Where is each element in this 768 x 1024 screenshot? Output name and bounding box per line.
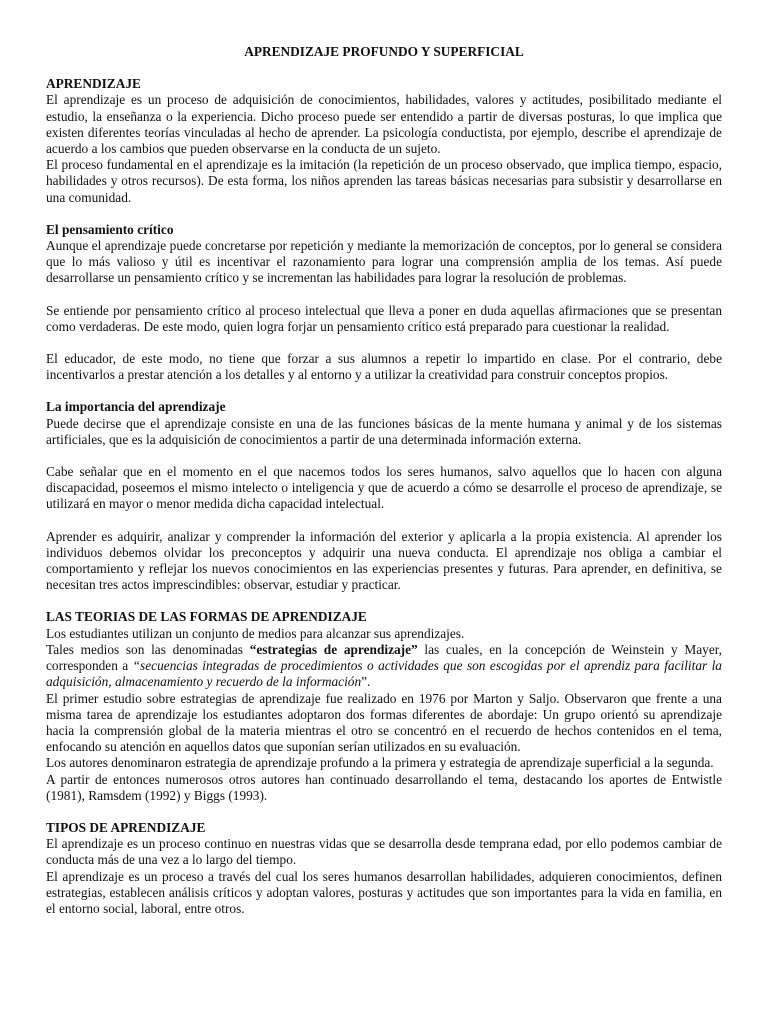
bold-term: “estrategias de aprendizaje” <box>249 641 418 657</box>
paragraph: Aunque el aprendizaje puede concretarse por repetición y mediante la memorización de conceptos, por lo general se considera que lo más valioso y útil es incentivar el razonamiento para lograr una comprensión amplia de los temas. Así puede desarrollarse un pensamiento crítico y se incrementan las habilidades para lograr la resolución de problemas. <box>46 238 722 286</box>
text-run: las cuales, en la concepción de Weinstein y Mayer, corresponden a <box>46 641 722 674</box>
section-heading-importancia: La importancia del aprendizaje <box>46 399 226 415</box>
paragraph: El aprendizaje es un proceso a través del cual los seres humanos desarrollan habilidades, adquieren conocimientos, definen estrategias, establecen análisis críticos y adoptan valores, posturas y actitudes que son importantes para la vida en familia, en el entorno social, laboral, entre otros. <box>46 868 722 916</box>
text-run: ”. <box>361 674 371 690</box>
section-heading-pensamiento-critico: El pensamiento crítico <box>46 221 174 237</box>
paragraph: Cabe señalar que en el momento en el que nacemos todos los seres humanos, salvo aquellos que lo hacen con alguna discapacidad, poseemos el mismo intelecto o inteligencia y que de acuerdo a cómo se desarrolle el proceso de aprendizaje, se utilizará en mayor o menor medida dicha capacidad intelectual. <box>46 464 722 512</box>
paragraph-estrategias <box>46 642 722 691</box>
paragraph: Aprender es adquirir, analizar y comprender la información del exterior y aplicarla a la propia existencia. Al aprender los individuos debemos olvidar los preconceptos y adquirir una nueva conducta. El aprendizaje nos obliga a cambiar el comportamiento y reflejar los nuevos conocimientos en las experiencias presentes y futuras. Para aprender, en definitiva, se necesitan tres actos imprescindibles: observar, estudiar y practicar. <box>46 528 722 593</box>
paragraph: El proceso fundamental en el aprendizaje es la imitación (la repetición de un proceso observado, que implica tiempo, espacio, habilidades y otros recursos). De esta forma, los niños aprenden las tareas básicas necesarias para subsistir y desarrollarse en una comunidad. <box>46 157 722 205</box>
paragraph: Los autores denominaron estrategia de aprendizaje profundo a la primera y estrategia de aprendizaje superficial a la segunda. <box>46 755 714 771</box>
paragraph: A partir de entonces numerosos otros autores han continuado desarrollando el tema, destacando los aportes de Entwistle (1981), Ramsdem (1992) y Biggs (1993). <box>46 771 722 803</box>
paragraph: Los estudiantes utilizan un conjunto de medios para alcanzar sus aprendizajes. <box>46 625 465 641</box>
italic-quote: “secuencias integradas de procedimientos o actividades que son escogidas por el aprendiz para facilitar la adquisición, almacenamiento y recuerdo de la información <box>46 658 722 690</box>
section-heading-tipos: TIPOS DE APRENDIZAJE <box>46 819 206 835</box>
paragraph: Se entiende por pensamiento crítico al proceso intelectual que lleva a poner en duda aquellas afirmaciones que se presentan como verdaderas. De este modo, quien logra forjar un pensamiento crítico está preparado para cuestionar la realidad. <box>46 302 722 334</box>
section-heading-teorias: LAS TEORIAS DE LAS FORMAS DE APRENDIZAJE <box>46 609 367 625</box>
paragraph: El educador, de este modo, no tiene que forzar a sus alumnos a repetir lo impartido en clase. Por el contrario, debe incentivarlos a prestar atención a los detalles y al entorno y a utilizar la creatividad para construir conceptos propios. <box>46 351 722 383</box>
text-run: Tales medios son las denominadas <box>46 641 250 657</box>
paragraph: El aprendizaje es un proceso de adquisición de conocimientos, habilidades, valores y actitudes, posibilitado mediante el estudio, la enseñanza o la experiencia. Dicho proceso puede ser entendido a partir de diversas posturas, lo que implica que existen diferentes teorías vinculadas al hecho de aprender. La psicología conductista, por ejemplo, describe el aprendizaje de acuerdo a los cambios que pueden observarse en la conducta de un sujeto. <box>46 92 722 157</box>
paragraph: El primer estudio sobre estrategias de aprendizaje fue realizado en 1976 por Marton y Saljo. Observaron que frente a una misma tarea de aprendizaje los estudiantes adoptaron dos formas diferentes de abordaje: Un grupo orientó su aprendizaje hacia la comprensión global de la materia mientras el otro se concentró en el recuerdo de hechos contenidos en el tema, enfocando su atención en aquellos datos que suponían serían utilizados en su evaluación. <box>46 690 722 755</box>
paragraph: El aprendizaje es un proceso continuo en nuestras vidas que se desarrolla desde temprana edad, por ello podemos cambiar de conducta más de una vez a lo largo del tiempo. <box>46 836 722 868</box>
section-heading-aprendizaje: APRENDIZAJE <box>46 76 141 92</box>
paragraph: Puede decirse que el aprendizaje consiste en una de las funciones básicas de la mente humana y animal y de los sistemas artificiales, que es la adquisición de conocimientos a partir de una determinada información externa. <box>46 415 722 447</box>
document-title: APRENDIZAJE PROFUNDO Y SUPERFICIAL <box>244 44 524 59</box>
